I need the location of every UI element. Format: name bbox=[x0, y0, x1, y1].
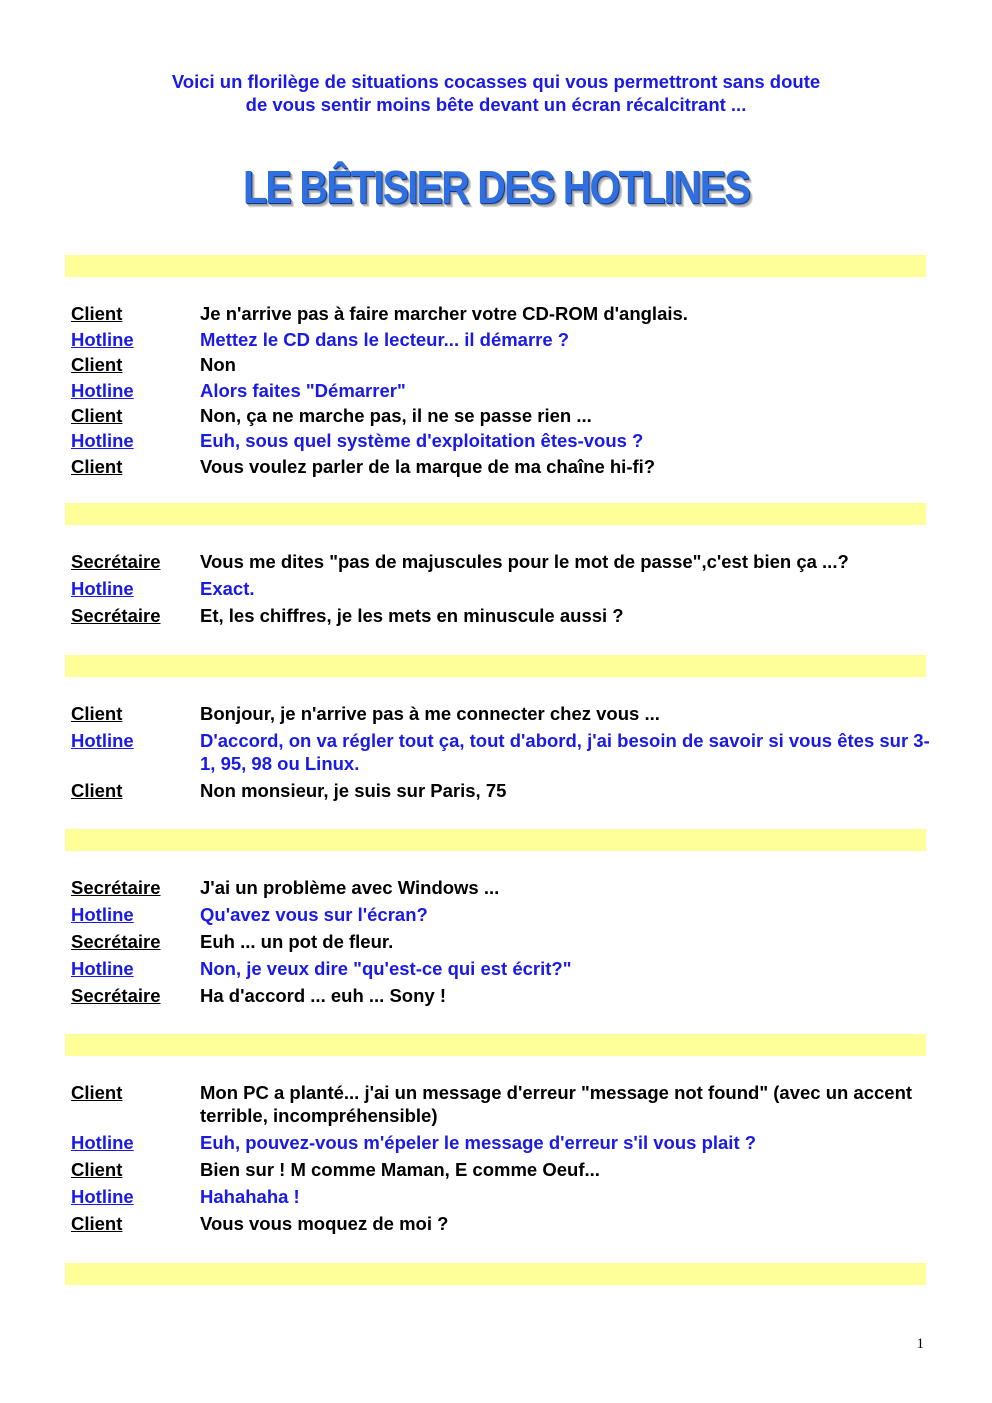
intro-text bbox=[0, 70, 992, 116]
speaker-label: Hotline bbox=[71, 730, 134, 751]
line-text: Mon PC a planté... j'ai un message d'erreur "message not found" (avec un accent terrible, incompréhensible) bbox=[200, 1082, 913, 1126]
line-text: Bien sur ! M comme Maman, E comme Oeuf... bbox=[200, 1159, 600, 1180]
speaker-label: Client bbox=[71, 456, 123, 477]
speaker-label: Hotline bbox=[71, 578, 134, 599]
separator-bar bbox=[65, 503, 926, 525]
line-text: Hahahaha ! bbox=[200, 1186, 300, 1207]
line-text: Euh, sous quel système d'exploitation êtes-vous ? bbox=[200, 430, 644, 451]
line-text: Exact. bbox=[200, 578, 255, 599]
line-text: Non bbox=[200, 354, 236, 375]
separator-bar bbox=[65, 1263, 926, 1285]
speaker-label: Hotline bbox=[71, 430, 134, 451]
line-text: Je n'arrive pas à faire marcher votre CD-ROM d'anglais. bbox=[200, 303, 688, 324]
line-text: Vous me dites "pas de majuscules pour le mot de passe",c'est bien ça ...? bbox=[200, 551, 849, 572]
line-text: Euh, pouvez-vous m'épeler le message d'erreur s'il vous plait ? bbox=[200, 1132, 757, 1153]
intro-line-1: Voici un florilège de situations cocasses qui vous permettront sans doute bbox=[171, 71, 821, 92]
separator-bar bbox=[65, 655, 926, 677]
speaker-label: Client bbox=[71, 303, 123, 324]
separator-bar bbox=[65, 1034, 926, 1056]
line-text: Non, ça ne marche pas, il ne se passe rien ... bbox=[200, 405, 592, 426]
line-text: Mettez le CD dans le lecteur... il démarre ? bbox=[200, 329, 570, 350]
separator-bar bbox=[65, 829, 926, 851]
speaker-label: Client bbox=[71, 1159, 123, 1180]
line-text: Et, les chiffres, je les mets en minuscule aussi ? bbox=[200, 605, 624, 626]
speaker-label: Secrétaire bbox=[71, 985, 161, 1006]
speaker-label: Client bbox=[71, 405, 123, 426]
separator-bar bbox=[65, 255, 926, 277]
line-text: J'ai un problème avec Windows ... bbox=[200, 877, 500, 898]
speaker-label: Hotline bbox=[71, 1186, 134, 1207]
line-text: Alors faites "Démarrer" bbox=[200, 380, 406, 401]
intro-line-2: de vous sentir moins bête devant un écran récalcitrant ... bbox=[245, 94, 747, 115]
speaker-label: Hotline bbox=[71, 1132, 134, 1153]
speaker-label: Hotline bbox=[71, 904, 134, 925]
speaker-label: Client bbox=[71, 1213, 123, 1234]
line-text: Non monsieur, je suis sur Paris, 75 bbox=[200, 780, 507, 801]
speaker-label: Client bbox=[71, 1082, 123, 1103]
speaker-label: Secrétaire bbox=[71, 931, 161, 952]
line-text: Ha d'accord ... euh ... Sony ! bbox=[200, 985, 446, 1006]
line-text: Euh ... un pot de fleur. bbox=[200, 931, 394, 952]
line-text: Bonjour, je n'arrive pas à me connecter chez vous ... bbox=[200, 703, 660, 724]
speaker-label: Client bbox=[71, 780, 123, 801]
speaker-label: Hotline bbox=[71, 329, 134, 350]
line-text: Non, je veux dire "qu'est-ce qui est écrit?" bbox=[200, 958, 572, 979]
page-title: LE BÊTISIER DES HOTLINES bbox=[242, 161, 750, 213]
speaker-label: Hotline bbox=[71, 380, 134, 401]
speaker-label: Secrétaire bbox=[71, 551, 161, 572]
speaker-label: Client bbox=[71, 354, 123, 375]
line-text: D'accord, on va régler tout ça, tout d'abord, j'ai besoin de savoir si vous êtes sur 3-1, 95, 98 ou Linux. bbox=[200, 730, 930, 774]
page-number: 1 bbox=[916, 1336, 924, 1352]
line-text: Qu'avez vous sur l'écran? bbox=[200, 904, 428, 925]
speaker-label: Secrétaire bbox=[71, 877, 161, 898]
speaker-label: Client bbox=[71, 703, 123, 724]
speaker-label: Secrétaire bbox=[71, 605, 161, 626]
line-text: Vous voulez parler de la marque de ma chaîne hi-fi? bbox=[200, 456, 656, 477]
speaker-label: Hotline bbox=[71, 958, 134, 979]
line-text: Vous vous moquez de moi ? bbox=[200, 1213, 449, 1234]
